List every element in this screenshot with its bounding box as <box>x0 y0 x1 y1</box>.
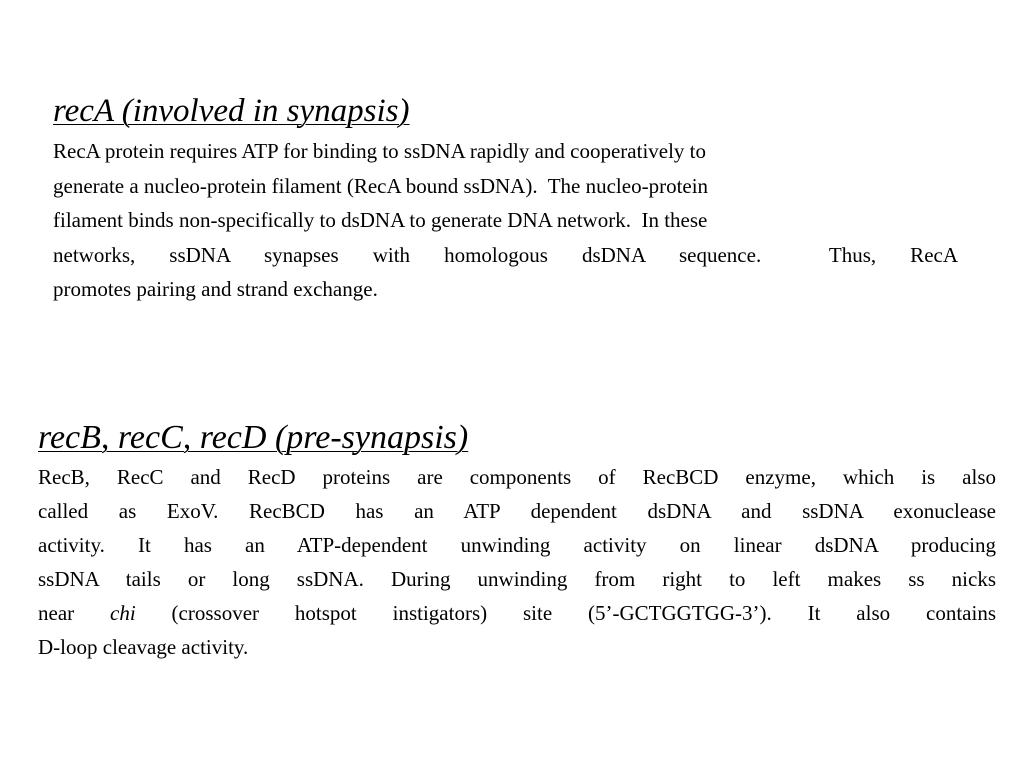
recbcd-line-3: activity. It has an ATP-dependent unwinding activity on linear dsDNA producing <box>38 533 996 557</box>
reca-section <box>53 88 958 307</box>
reca-line-3: filament binds non-specifically to dsDNA to generate DNA network. In these <box>53 208 708 232</box>
reca-paragraph <box>53 134 958 307</box>
reca-line-4: networks, ssDNA synapses with homologous dsDNA sequence. Thus, RecA <box>53 242 958 267</box>
chi-term: chi <box>110 601 136 625</box>
recbcd-line-5-before: near <box>38 601 111 625</box>
recbcd-line-5 <box>38 596 996 630</box>
reca-line-2: generate a nucleo-protein filament (RecA bound ssDNA). The nucleo-protein <box>53 173 709 198</box>
recbcd-line-2: called as ExoV. RecBCD has an ATP dependent dsDNA and ssDNA exonuclease <box>38 499 996 523</box>
recbcd-section <box>38 416 996 664</box>
recbcd-line-5-after: (crossover hotspot instigators) site (5’-GCTGGTGG-3’). It also contains <box>135 601 996 625</box>
recbcd-paragraph <box>38 460 996 664</box>
recbcd-last-line: D-loop cleavage activity. <box>38 635 249 659</box>
reca-heading: recA (involved in synapsis) <box>53 93 410 129</box>
reca-line-5: promotes pairing and strand exchange. <box>53 277 378 301</box>
recbcd-line-1: RecB, RecC and RecD proteins are components of RecBCD enzyme, which is also <box>38 465 996 489</box>
recbcd-heading: recB, recC, recD (pre-synapsis) <box>38 419 469 456</box>
recbcd-line-4: ssDNA tails or long ssDNA. During unwinding from right to left makes ss nicks <box>38 567 996 591</box>
reca-line-1: RecA protein requires ATP for binding to ssDNA rapidly and cooperatively to <box>53 139 707 163</box>
